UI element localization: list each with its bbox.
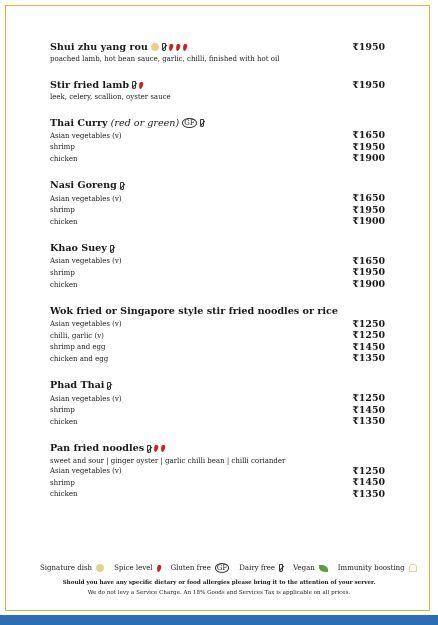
menu-section bbox=[50, 40, 385, 64]
legend-item bbox=[338, 564, 417, 572]
menu-section bbox=[50, 179, 385, 228]
item-name: shrimp bbox=[50, 143, 75, 152]
section-title bbox=[50, 443, 165, 454]
legend-label: Dairy free bbox=[239, 564, 276, 572]
menu-item-row bbox=[50, 416, 385, 428]
menu-item-row bbox=[50, 193, 385, 205]
chili-icon bbox=[138, 81, 143, 89]
item-name: chicken and egg bbox=[50, 354, 109, 363]
dairy-free-icon bbox=[147, 445, 151, 453]
item-price: ₹1900 bbox=[352, 153, 385, 165]
allergy-note: Should you have any specific dietary or food allergies please bring it to the attention of your server. bbox=[62, 580, 376, 586]
menu-item-row bbox=[50, 466, 385, 478]
legend-item bbox=[171, 563, 230, 573]
menu-section bbox=[50, 304, 385, 364]
item-price: ₹1650 bbox=[352, 193, 385, 205]
section-header bbox=[50, 242, 385, 256]
dish-description: sweet and sour | ginger oyster | garlic chilli bean | chilli coriander bbox=[50, 456, 286, 465]
item-name: chicken bbox=[50, 217, 78, 226]
menu-item-row bbox=[50, 204, 385, 216]
gluten-free-icon: GF bbox=[216, 564, 228, 572]
menu-item-row bbox=[50, 216, 385, 228]
menu-item-row bbox=[50, 153, 385, 165]
item-name: Asian vegetables (v) bbox=[50, 467, 122, 476]
section-header bbox=[50, 78, 385, 92]
section-header bbox=[50, 116, 385, 130]
dairy-free-icon bbox=[107, 382, 111, 390]
item-price: ₹1900 bbox=[352, 216, 385, 228]
item-name: shrimp bbox=[50, 478, 75, 487]
item-name: shrimp bbox=[50, 268, 75, 277]
menu-item-row bbox=[50, 393, 385, 405]
signature-dish-icon bbox=[151, 43, 159, 51]
menu-section bbox=[50, 379, 385, 428]
section-header bbox=[50, 442, 385, 456]
item-name: chicken bbox=[50, 490, 78, 499]
menu-item-row bbox=[50, 142, 385, 154]
section-header bbox=[50, 40, 385, 54]
menu-item-row bbox=[50, 330, 385, 342]
legend-label: Signature dish bbox=[40, 564, 93, 572]
item-name: Asian vegetables (v) bbox=[50, 194, 122, 203]
chili-icon bbox=[153, 445, 158, 453]
immunity-icon bbox=[409, 564, 417, 572]
item-price: ₹1950 bbox=[352, 267, 385, 279]
menu-item-row bbox=[50, 267, 385, 279]
chili-icon bbox=[160, 445, 165, 453]
section-title bbox=[50, 243, 114, 254]
tax-note: We do not levy a Service Charge. An 18% Goods and Services Tax is applicable on all prices. bbox=[87, 590, 351, 596]
dairy-free-icon bbox=[162, 43, 166, 51]
section-title bbox=[50, 80, 143, 91]
legend-item bbox=[239, 564, 283, 572]
section-header bbox=[50, 179, 385, 193]
dish-name: Shui zhu yang rou bbox=[50, 41, 148, 53]
item-price: ₹1350 bbox=[352, 416, 385, 428]
dish-name: Wok fried or Singapore style stir fried noodles or rice bbox=[50, 305, 338, 317]
section-title bbox=[50, 180, 124, 191]
dairy-free-icon bbox=[279, 564, 283, 572]
item-price: ₹1250 bbox=[352, 393, 385, 405]
menu-item-row bbox=[50, 342, 385, 354]
legend-item bbox=[293, 564, 328, 572]
dish-price: ₹1950 bbox=[352, 79, 385, 91]
legend-label: Immunity boosting bbox=[337, 564, 405, 572]
dairy-free-icon bbox=[120, 182, 124, 190]
legend-label: Vegan bbox=[293, 564, 315, 572]
section-title bbox=[50, 118, 204, 129]
item-price: ₹1450 bbox=[352, 477, 385, 489]
item-price: ₹1650 bbox=[352, 130, 385, 142]
menu-item-row bbox=[50, 477, 385, 489]
dietary-legend bbox=[40, 563, 405, 573]
item-name: Asian vegetables (v) bbox=[50, 257, 122, 266]
menu-section bbox=[50, 442, 385, 501]
legend-item bbox=[114, 564, 161, 572]
item-name: shrimp bbox=[50, 406, 75, 415]
item-price: ₹1950 bbox=[352, 204, 385, 216]
legend-item bbox=[40, 564, 104, 572]
item-name: Asian vegetables (v) bbox=[50, 131, 122, 140]
menu-item-row bbox=[50, 489, 385, 501]
menu-item-row bbox=[50, 279, 385, 291]
legend-label: Spice level bbox=[114, 564, 153, 572]
dish-name: Khao Suey bbox=[50, 243, 107, 255]
section-title bbox=[50, 42, 187, 53]
chili-icon bbox=[156, 564, 161, 572]
dairy-free-icon bbox=[200, 119, 204, 127]
chili-icon bbox=[182, 43, 187, 51]
dish-name: Pan fried noodles bbox=[50, 443, 145, 454]
section-header bbox=[50, 379, 385, 393]
item-price: ₹1350 bbox=[352, 488, 385, 500]
menu-section bbox=[50, 242, 385, 291]
dish-name: Nasi Goreng bbox=[50, 180, 117, 192]
menu-section bbox=[50, 78, 385, 102]
item-price: ₹1650 bbox=[352, 255, 385, 267]
item-name: Asian vegetables (v) bbox=[50, 394, 122, 403]
chili-icon bbox=[175, 43, 180, 51]
menu-list bbox=[50, 40, 385, 514]
menu-item-row bbox=[50, 130, 385, 142]
item-price: ₹1900 bbox=[352, 279, 385, 291]
menu-item-row bbox=[50, 318, 385, 330]
item-name: chilli, garlic (v) bbox=[50, 331, 104, 340]
menu-section bbox=[50, 116, 385, 165]
menu-item-row bbox=[50, 404, 385, 416]
item-name: shrimp bbox=[50, 206, 75, 215]
item-name: chicken bbox=[50, 417, 78, 426]
item-price: ₹1250 bbox=[352, 465, 385, 477]
dish-note: (red or green) bbox=[110, 117, 180, 129]
dairy-free-icon bbox=[110, 245, 114, 253]
item-price: ₹1250 bbox=[352, 330, 385, 342]
gluten-free-icon: GF bbox=[184, 119, 195, 127]
item-price: ₹1350 bbox=[352, 353, 385, 365]
section-title bbox=[50, 380, 111, 391]
menu-item-row bbox=[50, 256, 385, 268]
vegan-leaf-icon bbox=[319, 565, 328, 572]
item-name: shrimp and egg bbox=[50, 343, 106, 352]
dairy-free-icon bbox=[132, 81, 136, 89]
item-name: Asian vegetables (v) bbox=[50, 320, 122, 329]
dish-name: Stir fried lamb bbox=[50, 79, 130, 91]
item-price: ₹1450 bbox=[352, 404, 385, 416]
item-price: ₹1450 bbox=[352, 341, 385, 353]
section-title bbox=[50, 306, 338, 317]
dish-name: Phad Thai bbox=[50, 380, 105, 392]
item-price: ₹1250 bbox=[352, 318, 385, 330]
menu-item-row bbox=[50, 353, 385, 365]
signature-dish-icon bbox=[96, 564, 104, 572]
dish-price: ₹1950 bbox=[352, 41, 385, 53]
legend-label: Gluten free bbox=[170, 564, 211, 572]
item-name: chicken bbox=[50, 154, 78, 163]
dish-description: poached lamb, hot bean sauce, garlic, chilli, finished with hot oil bbox=[50, 55, 280, 63]
dish-name: Thai Curry bbox=[50, 117, 108, 129]
bottom-bar bbox=[0, 615, 438, 625]
chili-icon bbox=[168, 43, 173, 51]
item-name: chicken bbox=[50, 280, 78, 289]
footer-notes bbox=[20, 578, 418, 598]
item-price: ₹1950 bbox=[352, 141, 385, 153]
dish-description: leek, celery, scallion, oyster sauce bbox=[50, 93, 171, 101]
section-header bbox=[50, 304, 385, 318]
